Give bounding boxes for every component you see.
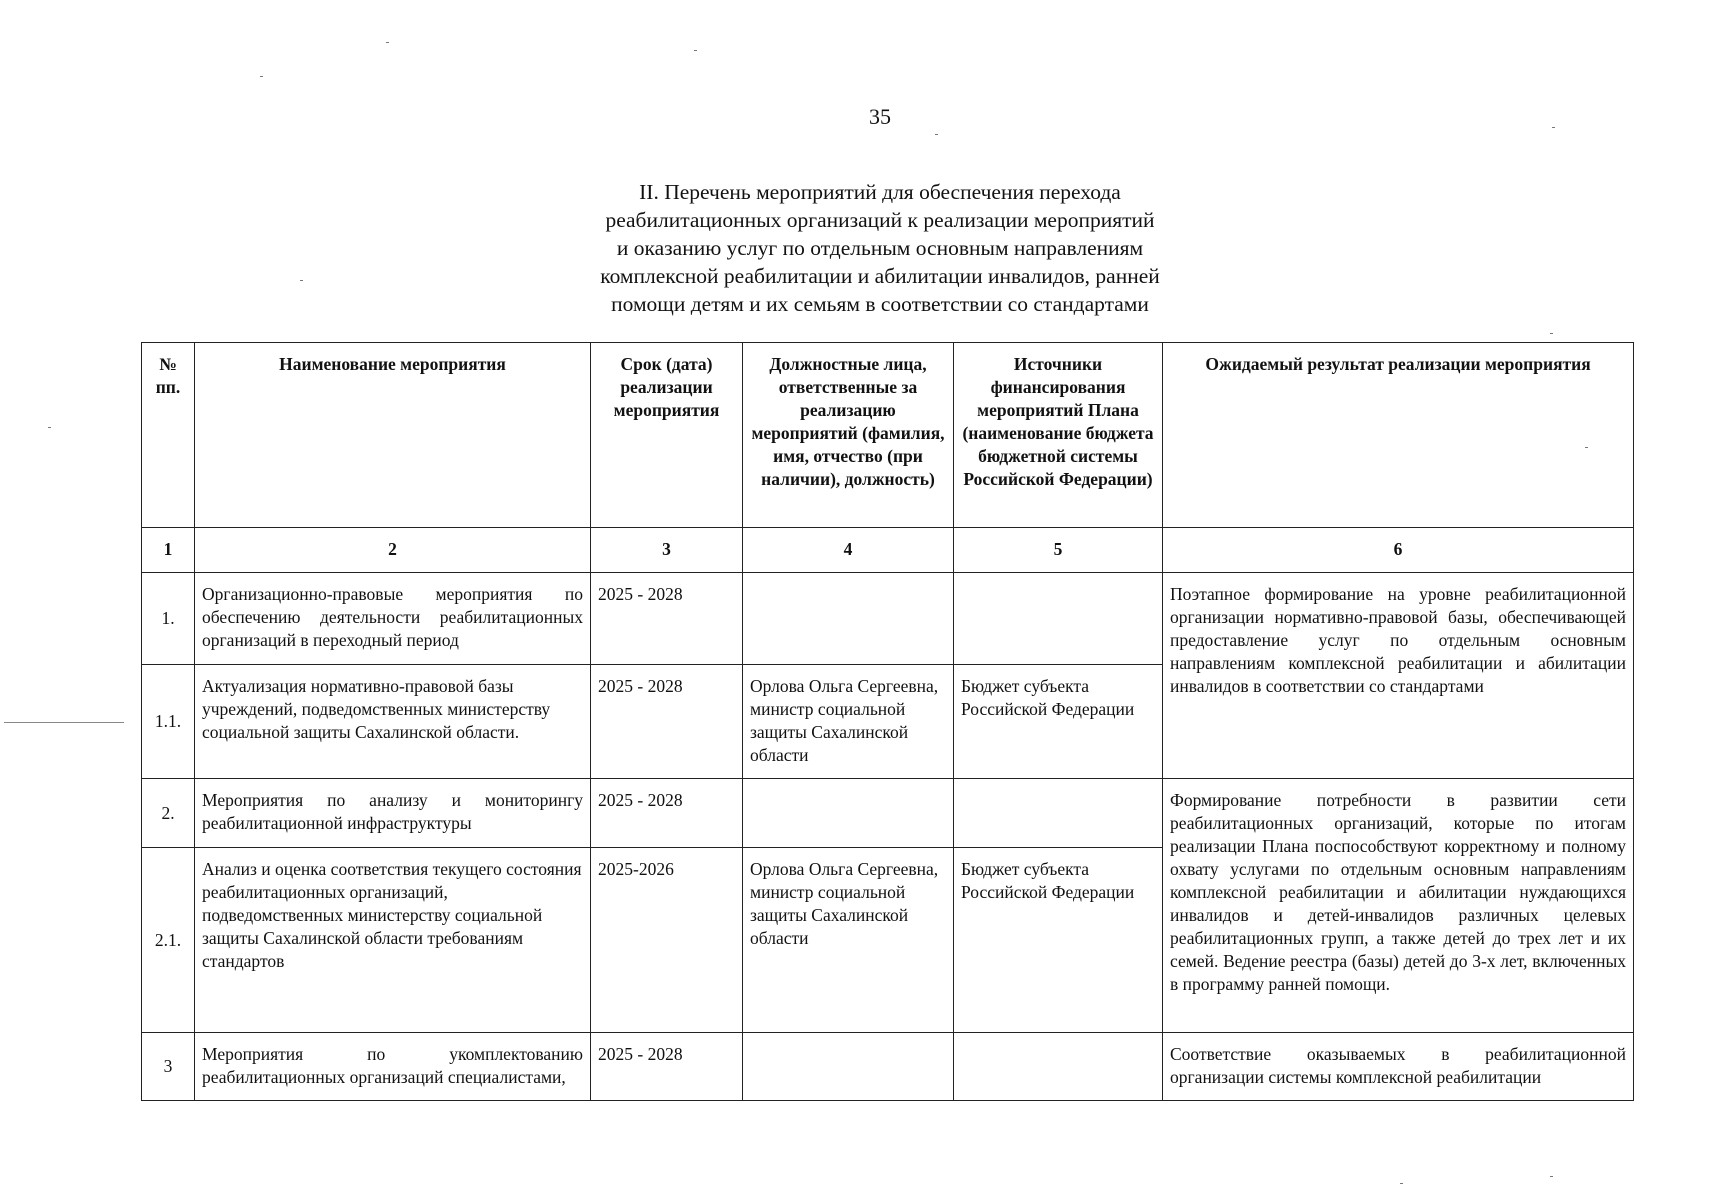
measure-name: Мероприятия по анализу и мониторингу реабилитационной инфраструктуры (195, 779, 591, 848)
header-result: Ожидаемый результат реализации мероприятия (1163, 343, 1634, 528)
section-title (0, 178, 1710, 318)
measure-responsible: Орлова Ольга Сергеевна, министр социальной защиты Сахалинской области (743, 665, 954, 779)
title-line: комплексной реабилитации и абилитации инвалидов, ранней (600, 264, 1160, 288)
scan-speck (1550, 333, 1553, 334)
title-line: II. Перечень мероприятий для обеспечения перехода (639, 180, 1121, 204)
column-number: 4 (743, 528, 954, 573)
header-responsible: Должностные лица, ответственные за реализацию мероприятий (фамилия, имя, отчество (при наличии), должность) (743, 343, 954, 528)
measure-term: 2025 - 2028 (591, 665, 743, 779)
scan-speck (260, 76, 263, 77)
table-row (142, 573, 1634, 665)
measure-responsible: Орлова Ольга Сергеевна, министр социальной защиты Сахалинской области (743, 848, 954, 1033)
scan-speck (694, 50, 697, 51)
title-line: помощи детям и их семьям в соответствии со стандартами (611, 292, 1149, 316)
measure-result: Поэтапное формирование на уровне реабилитационной организации нормативно-правовой базы, обеспечивающей предоставление услуг по отдельным основным направлениям комплексной реабилитации и абилитации инвалидов в соответствии со стандартами (1163, 573, 1634, 779)
measure-result: Формирование потребности в развитии сети реабилитационных организаций, которые по итогам реализации Плана поспособствуют корректному и полному охвату услугами по отдельным основным направлениям комплексной реабилитации и абилитации нуждающихся инвалидов и детей-инвалидов различных целевых реабилитационных групп, а также детей до трех лет и их семей. Ведение реестра (базы) детей до 3-х лет, включенных в программу ранней помощи. (1163, 779, 1634, 1033)
measure-name: Анализ и оценка соответствия текущего состояния реабилитационных организаций, подведомственных министерству социальной защиты Сахалинской области требованиям стандартов (195, 848, 591, 1033)
measure-responsible (743, 779, 954, 848)
table-row (142, 779, 1634, 848)
header-name: Наименование мероприятия (195, 343, 591, 528)
measure-funding: Бюджет субъекта Российской Федерации (954, 665, 1163, 779)
measure-funding (954, 1033, 1163, 1101)
title-line: и оказанию услуг по отдельным основным направлениям (616, 236, 1144, 260)
scan-speck (1552, 127, 1555, 128)
scan-speck (935, 134, 938, 135)
row-number: 1. (142, 573, 195, 665)
row-number: 3 (142, 1033, 195, 1101)
measure-result: Соответствие оказываемых в реабилитационной организации системы комплексной реабилитации (1163, 1033, 1634, 1101)
margin-dash-line (4, 722, 124, 723)
header-number: № пп. (142, 343, 195, 528)
measure-funding (954, 573, 1163, 665)
table-header-row (142, 343, 1634, 528)
measures-table (141, 342, 1634, 1101)
column-number: 6 (1163, 528, 1634, 573)
measure-name: Мероприятия по укомплектованию реабилитационных организаций специалистами, (195, 1033, 591, 1101)
scan-speck (48, 427, 51, 428)
page-number: 35 (869, 104, 891, 129)
measure-responsible (743, 573, 954, 665)
row-number: 2. (142, 779, 195, 848)
column-number: 3 (591, 528, 743, 573)
measure-funding: Бюджет субъекта Российской Федерации (954, 848, 1163, 1033)
column-number-row (142, 528, 1634, 573)
measure-responsible (743, 1033, 954, 1101)
column-number: 2 (195, 528, 591, 573)
measure-name: Актуализация нормативно-правовой базы учреждений, подведомственных министерству социальной защиты Сахалинской области. (195, 665, 591, 779)
measure-name: Организационно-правовые мероприятия по обеспечению деятельности реабилитационных организаций в переходный период (195, 573, 591, 665)
column-number: 1 (142, 528, 195, 573)
scan-speck (1400, 1183, 1403, 1184)
measure-term: 2025 - 2028 (591, 573, 743, 665)
scan-speck (1585, 447, 1588, 448)
measure-funding (954, 779, 1163, 848)
title-line: реабилитационных организаций к реализации мероприятий (605, 208, 1155, 232)
header-term: Срок (дата) реализации мероприятия (591, 343, 743, 528)
table-row (142, 1033, 1634, 1101)
measure-term: 2025 - 2028 (591, 1033, 743, 1101)
row-number: 2.1. (142, 848, 195, 1033)
column-number: 5 (954, 528, 1163, 573)
measure-term: 2025 - 2028 (591, 779, 743, 848)
measure-term: 2025-2026 (591, 848, 743, 1033)
scan-speck (1550, 1176, 1553, 1177)
header-funding: Источники финансирования мероприятий Плана (наименование бюджета бюджетной системы Российской Федерации) (954, 343, 1163, 528)
scan-speck (300, 280, 303, 281)
row-number: 1.1. (142, 665, 195, 779)
scan-speck (386, 42, 389, 43)
